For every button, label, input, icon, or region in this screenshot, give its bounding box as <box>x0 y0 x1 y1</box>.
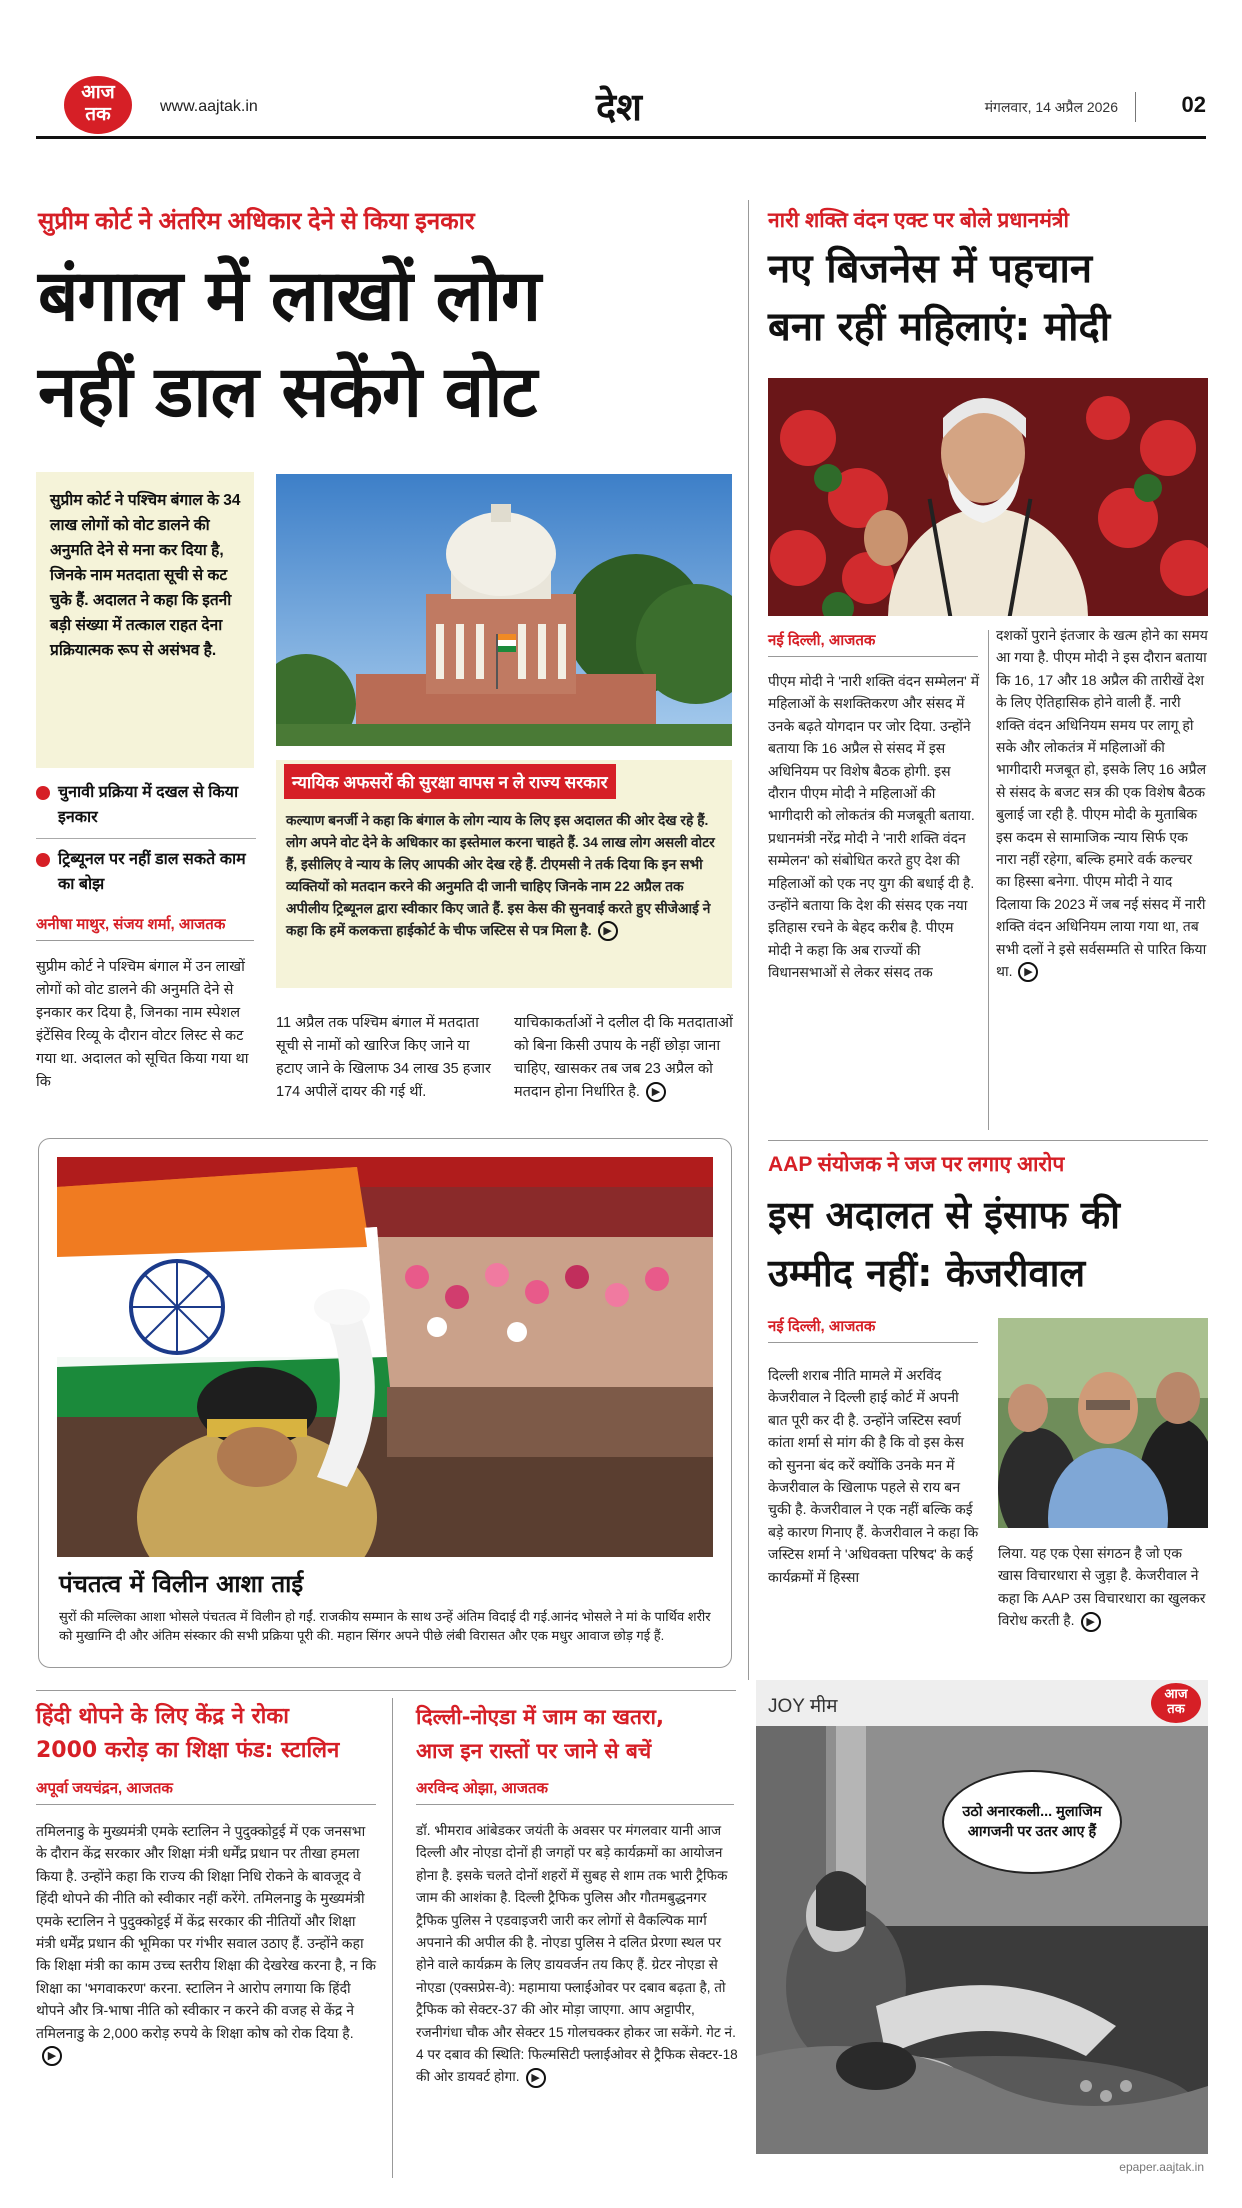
traffic-text <box>416 1820 738 2089</box>
modi-col-2 <box>996 624 1208 983</box>
stalin-text-body: तमिलनाडु के मुख्यमंत्री एमके स्टालिन ने पुदुक्कोट्टई में एक जनसभा के दौरान केंद्र सरकार और शिक्षा मंत्री धर्मेंद्र प्रधान पर तीखा हमला किया है. उन्होंने कहा कि राज्य की शिक्षा निधि रोकने के बावजूद वे हिंदी थोपने की नीति को स्वीकार नहीं करेंगे. तमिलनाडु के मुख्यमंत्री एमके स्टालिन ने पुदुक्कोट्टई में केंद्र सरकार की नीतियों और शिक्षा मंत्री धर्मेंद्र प्रधान की भूमिका पर गंभीर सवाल उठाए हैं. उन्होंने कहा कि शिक्षा मंत्री का काम उच्च स्तरीय शिक्षा की देखरेख करना है, न कि शिक्षा का 'भगवाकरण' करना. स्टालिन ने आरोप लगाया कि हिंदी थोपने और त्रि-भाषा नीति को स्वीकार न करने की वजह से केंद्र ने तमिलनाडु के 2,000 करोड़ रुपये के शिक्षा कोष को रोक दिया है. <box>36 1823 376 2041</box>
meme-speech-bubble <box>942 1770 1122 1874</box>
sidebar-title: न्यायिक अफसरों की सुरक्षा वापस न ले राज्य सरकार <box>284 764 616 799</box>
lead-bullet-1 <box>36 780 256 839</box>
traffic-byline: अरविन्द ओझा, आजतक <box>416 1778 734 1805</box>
lead-col-3-text: याचिकाकर्ताओं ने दलील दी कि मतदाताओं को बिना किसी उपाय के नहीं छोड़ा जाना चाहिए, खासकर तब जब 23 अप्रैल को मतदान होना निर्धारित है. <box>514 1015 733 1100</box>
kejriwal-headline <box>768 1186 1208 1302</box>
read-more-icon[interactable]: ▶ <box>1018 962 1038 982</box>
lead-col-1: सुप्रीम कोर्ट ने पश्चिम बंगाल में उन लाखों लोगों को वोट डालने की अनुमति देने से इनकार कर दिया है, जिनका नाम स्पेशल इंटेंसिव रिव्यू के दौरान वोटर लिस्ट से कट गया था. अदालत को सूचित किया गया था कि <box>36 959 249 1090</box>
lead-col-2: 11 अप्रैल तक पश्चिम बंगाल में मतदाता सूची से नामों को खारिज किए जाने या हटाए जाने के खिलाफ 34 लाख 35 हजार 174 अपीलें दायर की गई थीं. <box>276 1015 491 1100</box>
lead-bullet-1-text: चुनावी प्रक्रिया में दखल से किया इनकार <box>58 784 239 826</box>
lead-kicker: सुप्रीम कोर्ट ने अंतरिम अधिकार देने से किया इनकार <box>38 208 475 235</box>
modi-col-2-text: दशकों पुराने इंतजार के खत्म होने का समय आ गया है. पीएम मोदी ने इस दौरान बताया कि 16, 17 और 18 अप्रैल की तारीखें देश के लिए ऐतिहासिक होने वाली हैं. नारी शक्ति वंदन अधिनियम समय पर लागू हो सके और लोकतंत्र में महिलाओं की भागीदारी मजबूत हो, इसके लिए 16 अप्रैल से संसद के बजट सत्र की एक विशेष बैठक बुलाई जा रही है. पीएम मोदी के मुताबिक इस कदम से सामाजिक न्याय सिर्फ एक नारा नहीं रहेगा, बल्कि हमारे वर्क कल्चर का हिस्सा बनेगा. पीएम मोदी ने याद दिलाया कि 2023 में जब नई संसद में नारी शक्ति वंदन अधिनियम लाया गया था, तब सभी दलों ने इसे सर्वसम्मति से पारित किया था. <box>996 627 1208 980</box>
read-more-icon[interactable]: ▶ <box>598 921 618 941</box>
page-number: 02 <box>1181 92 1206 117</box>
lead-byline: अनीषा माथुर, संजय शर्मा, आजतक <box>36 914 254 941</box>
kejriwal-byline: नई दिल्ली, आजतक <box>768 1316 978 1343</box>
lead-summary-box <box>36 472 254 768</box>
meme-logo <box>1150 1682 1202 1724</box>
photo-caption-title: पंचतत्व में विलीन आशा ताई <box>59 1570 304 1598</box>
funeral-photo <box>57 1157 713 1557</box>
meme-panel <box>756 1680 1208 2180</box>
kejriwal-kicker: AAP संयोजक ने जज पर लगाए आरोप <box>768 1153 1065 1176</box>
traffic-headline <box>416 1700 746 1768</box>
lead-headline-line1: बंगाल में लाखों लोग <box>38 254 541 337</box>
photo-caption-text: सुरों की मल्लिका आशा भोसले पंचतत्व में विलीन हो गईं. राजकीय सम्मान के साथ उन्हें अंतिम विदाई दी गई.आनंद भोसले ने मां के पार्थिव शरीर को मुखाग्नि दी और अंतिम संस्कार की सभी प्रक्रिया पूरी की. महान सिंगर अपने पीछे लंबी विरासत और एक मधुर आवाज छोड़ गई हैं. <box>59 1609 711 1643</box>
bottom-section-rule <box>36 1690 736 1691</box>
meme-header <box>756 1680 1208 1726</box>
date-divider <box>1135 92 1136 122</box>
stalin-headline <box>36 1700 386 1768</box>
kejriwal-headline-line1: इस अदालत से इंसाफ की <box>768 1193 1120 1237</box>
read-more-icon[interactable]: ▶ <box>646 1082 666 1102</box>
read-more-icon[interactable]: ▶ <box>526 2068 546 2088</box>
stalin-headline-line2: 2000 करोड़ का शिक्षा फंड: स्टालिन <box>36 1738 340 1763</box>
stalin-byline: अपूर्वा जयचंद्रन, आजतक <box>36 1778 376 1805</box>
sidebar-text <box>286 810 726 942</box>
sidebar-text-body: कल्याण बनर्जी ने कहा कि बंगाल के लोग न्याय के लिए इस अदालत की ओर देख रहे हैं. लोग अपने वोट देने के अधिकार का इस्तेमाल करना चाहते हैं. 34 लाख लोग असली वोटर हैं, इसीलिए वे न्याय के लिए आपकी ओर देख रहे हैं. टीएमसी ने तर्क दिया कि इन सभी व्यक्तियों को मतदान करने की अनुमति दी जानी चाहिए जिनके नाम 22 अप्रैल तक अपीलीय ट्रिब्यूनल द्वारा स्वीकार किए जाते हैं. इस केस की सुनवाई करते हुए सीजेआई ने कहा कि हमें कलकत्ता हाईकोर्ट के चीफ जस्टिस से पत्र मिला है. <box>286 813 715 938</box>
section-title: देश <box>596 85 643 129</box>
stalin-headline-line1: हिंदी थोपने के लिए केंद्र ने रोका <box>36 1704 289 1729</box>
lead-bullet-2 <box>36 839 256 897</box>
lead-headline <box>38 248 743 440</box>
read-more-icon[interactable]: ▶ <box>1081 1612 1101 1632</box>
issue-date: मंगलवार, 14 अप्रैल 2026 <box>984 99 1118 115</box>
read-more-icon[interactable]: ▶ <box>42 2046 62 2066</box>
kejriwal-photo <box>998 1318 1208 1528</box>
meme-logo-line1: आज <box>1164 1687 1188 1702</box>
modi-end-rule <box>768 1140 1208 1141</box>
modi-headline <box>768 240 1208 356</box>
kejriwal-col-1: दिल्ली शराब नीति मामले में अरविंद केजरीवाल ने दिल्ली हाई कोर्ट में अपनी बात पूरी कर दी है. उन्होंने जस्टिस स्वर्ण कांता शर्मा से मांग की है कि वो इस केस को सुनना बंद करें क्योंकि उनके मन में केजरीवाल के खिलाफ पहले से राय बन चुकी है. केजरीवाल ने एक नहीं बल्कि कई बड़े कारण गिनाए हैं. केजरीवाल ने कहा कि जस्टिस शर्मा ने 'अधिवक्ता परिषद' के कई कार्यक्रमों में हिस्सा <box>768 1367 979 1585</box>
modi-kicker: नारी शक्ति वंदन एक्ट पर बोले प्रधानमंत्री <box>768 209 1069 232</box>
website-url[interactable]: www.aajtak.in <box>160 98 258 115</box>
kejriwal-col-2-text: लिया. यह एक ऐसा संगठन है जो एक खास विचारधारा से जुड़ा है. केजरीवाल ने कहा कि AAP उस विचारधारा का खुलकर विरोध करती है. <box>998 1545 1206 1629</box>
modi-headline-line1: नए बिजनेस में पहचान <box>768 246 1093 292</box>
modi-col-1: पीएम मोदी ने 'नारी शक्ति वंदन सम्मेलन' में महिलाओं के सशक्तिकरण और संसद में उनके बढ़ते योगदान पर जोर दिया. उन्होंने बताया कि 16 अप्रैल से संसद में इस अधिनियम पर विशेष बैठक होगी. इस दौरान पीएम मोदी ने महिलाओं की भागीदारी को लोकतंत्र की मजबूती बताया. प्रधानमंत्री नरेंद्र मोदी ने 'नारी शक्ति वंदन सम्मेलन' को संबोधित करते हुए देश की महिलाओं को एक नए युग की बधाई दी है. उन्होंने बताया कि देश की संसद एक नया इतिहास रचने के बेहद करीब है. पीएम मोदी ने कहा कि अब राज्यों की विधानसभाओं से लेकर संसद तक <box>768 673 980 981</box>
modi-byline: नई दिल्ली, आजतक <box>768 630 978 657</box>
stalin-text <box>36 1820 378 2066</box>
masthead-rule <box>36 136 1206 139</box>
column-divider <box>748 200 749 1680</box>
meme-speech-text: उठो अनारकली... मुलाजिम आगजनी पर उतर आए हैं <box>962 1804 1102 1840</box>
lead-col-3 <box>514 1012 734 1104</box>
modi-photo <box>768 378 1208 616</box>
lead-headline-line2: नहीं डाल सकेंगे वोट <box>38 350 537 433</box>
bullet-dot-icon <box>36 786 50 800</box>
lead-bullets <box>36 780 256 897</box>
meme-label: JOY मीम <box>768 1696 838 1717</box>
traffic-headline-line2: आज इन रास्तों पर जाने से बचें <box>416 1739 652 1763</box>
traffic-headline-line1: दिल्ली-नोएडा में जाम का खतरा, <box>416 1705 664 1729</box>
bottom-col-divider <box>392 1698 393 2178</box>
kejriwal-col-2 <box>998 1542 1208 1632</box>
modi-col-divider <box>988 630 989 1130</box>
aajtak-logo[interactable] <box>62 74 134 136</box>
bullet-dot-icon <box>36 853 50 867</box>
sidebar-box <box>276 760 732 988</box>
meme-logo-line2: तक <box>1167 1702 1185 1717</box>
logo-line-1: आज <box>81 81 115 103</box>
kejriwal-headline-line2: उम्मीद नहीं: केजरीवाल <box>768 1251 1086 1295</box>
lead-bullet-2-text: ट्रिब्यूनल पर नहीं डाल सकते काम का बोझ <box>58 851 246 893</box>
logo-line-2: तक <box>85 103 111 125</box>
masthead <box>36 74 1206 136</box>
meme-image <box>756 1726 1208 2154</box>
modi-headline-line2: बना रहीं महिलाएं: मोदी <box>768 304 1111 350</box>
traffic-text-body: डॉ. भीमराव आंबेडकर जयंती के अवसर पर मंगलवार यानी आज दिल्ली और नोएडा दोनों ही जगहों पर बड़े कार्यक्रमों का आयोजन होना है. इसके चलते दोनों शहरों में सुबह से शाम तक भारी ट्रैफिक जाम की आशंका है. दिल्ली ट्रैफिक पुलिस और गौतमबुद्धनगर ट्रैफिक पुलिस ने एडवाइजरी जारी कर लोगों से वैकल्पिक मार्ग अपनाने की अपील की है. नोएडा पुलिस ने दलित प्रेरणा स्थल पर होने वाले कार्यक्रम के लिए डायवर्जन तय किए हैं. ग्रेटर नोएडा से नोएडा (एक्सप्रेस-वे): महामाया फ्लाईओवर पर दबाव बढ़ता है, तो ट्रैफिक को सेक्टर-37 की ओर मोड़ा जाएगा. आप अट्टापीर, रजनीगंधा चौक और सेक्टर 15 गोलचक्कर होकर जा सकेंगे. गेट नं. 4 पर दबाव की स्थिति: फिल्मसिटी फ्लाईओवर से ट्रैफिक सेक्टर-18 की ओर डायवर्ट होगा. <box>416 1823 738 2085</box>
supreme-court-photo <box>276 474 732 746</box>
epaper-footer[interactable]: epaper.aajtak.in <box>1119 2160 1204 2174</box>
lead-summary: सुप्रीम कोर्ट ने पश्चिम बंगाल के 34 लाख लोगों को वोट डालने की अनुमति देने से मना कर दिया है, जिनके नाम मतदाता सूची से कट चुके हैं. अदालत ने कहा कि इतनी बड़ी संख्या में तत्काल राहत देना प्रक्रियात्मक रूप से असंभव है. <box>50 492 241 659</box>
photo-feature <box>38 1138 732 1668</box>
